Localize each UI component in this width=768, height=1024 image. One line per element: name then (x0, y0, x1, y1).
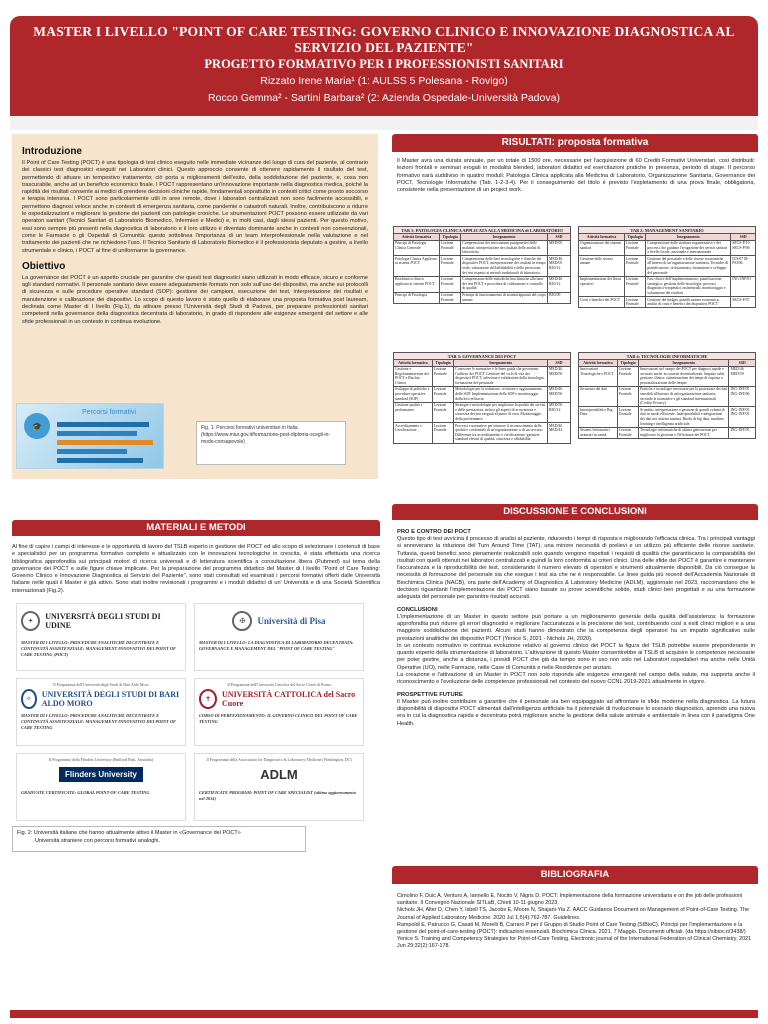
td: Patologia Clinica Applicata ai sistemi POCT (394, 256, 440, 276)
table-1-grid (393, 233, 571, 304)
table-row (394, 366, 571, 386)
td: Organizzazione dei sistemi sanitari (579, 240, 625, 256)
th: Tipologia (617, 360, 638, 367)
card-top: Il Programma della Flinders University (Bedford Park, Australia) (48, 757, 154, 762)
table-row (579, 297, 756, 308)
td: Lezione Frontale (617, 366, 638, 386)
td: Innovazioni Tecnologiche e POCT (579, 366, 618, 386)
td: Sviluppo di politiche e procedure operative standard (SOP) (394, 386, 433, 402)
card-text: CORSO DI PERFEZIONAMENTO: IL GOVERNO CLINICO DEL POINT OF CARE TESTING (199, 713, 358, 724)
card-flinders (16, 753, 186, 821)
conclusions-title: CONCLUSIONI (397, 606, 438, 613)
objective-title: Obiettivo (22, 260, 66, 272)
discussion-title: DISCUSSIONE E CONCLUSIONI (392, 504, 758, 520)
td: MED/05 (548, 240, 571, 256)
reference: Cimolino F, Duic A, Venturo A, Iannello E, Nocito V, Nigris D. POCT: Implementazione della formazione universitaria e on the job delle professioni sanitarie. II Convegno Nazionale SITLaB, Chieti 10-11 giugno 2023. (397, 893, 743, 907)
td: MED/46 MED/50 (729, 366, 756, 386)
table-row (394, 386, 571, 402)
table-row (579, 366, 756, 386)
td: Lezione Frontale (440, 240, 461, 256)
td: MED/46 MED/50 (548, 366, 571, 386)
th: Insegnamento (639, 360, 729, 367)
td: Costi e benefici dei POCT (579, 297, 625, 308)
card-text: MASTER DI I LIVELLO: LA DIAGNOSTICA DI LABORATORIO DECENTRATA: GOVERNANCE E MANAGEMENT DEL "POINT OF CARE TESTING" (199, 640, 354, 651)
card-top: Il Programma dell'Università degli Studi di Bari Aldo Moro (53, 682, 149, 687)
td: MED/50 BIO/12 (548, 402, 571, 422)
results-text: Il Master avrà una durata annuale, per un totale di 1500 ore, necessarie per l'acquisizione di 60 Crediti Formativi Universitari, così distribuiti: lezioni frontali e seminari erogati in modalità blended, laboratori didattici ed esercitazioni pratiche in presenza, periodo di stage. Il percorso formativo sarà suddiviso in quattro moduli: Patologia Clinica applicata alla Medicina di Laboratorio, Organizzazione Sanitaria, Governance dei POCT, Tecnologie Informatiche (Tab. 1-2-3-4). Per il conseguimento del titolo è previsto l'espletamento di una prova finale, obbligatoria, consistente nella presentazione di un project work. (397, 158, 755, 194)
td: Gestione delle risorse umane (579, 256, 625, 276)
table-row (394, 292, 571, 303)
td: Comprensione delle basi tecnologiche e cliniche dei dispositivi POCT, interpretazione dei risultati in tempo reale, valutazione dell'affidabilità e della precisione dei test rispetto ai metodi tradizionali di laboratorio (462, 256, 546, 275)
materials-section (12, 520, 380, 595)
table-row (579, 427, 756, 438)
td: Lezione Frontale (617, 427, 638, 438)
table-row (579, 240, 756, 256)
td: Principi di Fisiologia (394, 292, 440, 303)
materials-title: MATERIALI E METODI (12, 520, 380, 536)
td: Lezione Frontale (625, 256, 646, 276)
title-line-1: MASTER I LIVELLO "POINT OF CARE TESTING: GOVERNO CLINICO E INNOVAZIONE DIAGNOSTICA AL (33, 24, 735, 39)
objective-text: La governance dei POCT è un aspetto cruciale per garantire che questi test diagnostici siano utilizzati in modo efficace, sicuro e conforme agli standard normativi. Il personale sanitario deve essere adeguatamente formato non solo sull'uso dei dispositivi, ma anche sui protocolli di sicurezza e sulle procedure operative standard (SOP): gestione dei campioni, esecuzione dei test, interpretazione dei risultati e manutenzione e calibrazione dei dispositivi. Lo scopo di questo lavoro è stato quello di elaborare una proposta formativa post lauream, declinata come Master di I livello (Fig.1), da attivare presso l'Università degli Studi di Padova, per preparare professionisti sanitari competenti nella governance della diagnostica decentrata di laboratorio, in grado di rispondere alle esigenze emergenti del settore e alle sfide professionali in un contesto in continua evoluzione. (22, 274, 368, 325)
poster-header (10, 16, 758, 116)
td: MED/46 BIO/12 (548, 276, 571, 292)
card-cattolica (194, 678, 364, 746)
table-row (579, 256, 756, 276)
td: Lezione Frontale (432, 386, 453, 402)
table-row (394, 256, 571, 276)
card-udine (16, 603, 186, 671)
td: Lezione Frontale (625, 297, 646, 308)
card-logo: ADLM (260, 766, 298, 782)
table-2-caption: TAB 2: MANAGEMENT SANITARIO (578, 226, 756, 233)
table-row (394, 402, 571, 422)
pro-text: Questo tipo di test avvicina il processo di analisi al paziente, riducendo i tempi di risposta e migliorando l'efficacia clinica. Tra i principali vantaggi si annoverano la riduzione del Turn Around Time (TAT), una minore necessità di prelievi e un utilizzo più efficiente delle risorse sanitarie. Tuttavia, questi benefici sono pienamente realizzabili solo quando vengono rispettati i requisiti di qualità che garantiscano la comparabilità dei risultati con quelli ottenuti nei laboratori centralizzati e quindi la loro conformità ai criteri clinici. Una delle sfide dei POCT è garantire e mantenere l'accuratezza e la riproducibilità dei test, considerando il numero elevato di operatori e strumenti attualmente disponibili. Da ciò consegue la necessità di formazione del personale sia che esegue i test sia che ne è responsabile. Le linee guida più recenti dell'Accademia Nazionale di Biochimica Clinica (NACB), ora parte dell'Academy of Diagnostics & Laboratory Medicine (ADLM), aggiornate nel 2023, raccomandano che le decisioni riguardanti l'implementazione dei POCT siano basate su prove scientifiche solide, studi clinici ben progettati e su una formazione adeguata del personale per garantire risultati accurati. (397, 536, 755, 601)
table-2-grid (578, 233, 756, 308)
table-row (394, 276, 571, 292)
cattolica-seal-icon: ✝ (199, 689, 217, 709)
card-pisa (194, 603, 364, 671)
td: Comprensione delle metodiche biochimiche alla base dei test POCT e procedure di calibrazione e controllo di qualità (461, 276, 548, 292)
td: Lezione Frontale (617, 386, 638, 406)
th: Tipologia (440, 234, 461, 241)
th: Insegnamento (454, 360, 548, 367)
table-row (394, 240, 571, 256)
card-text: GRADUATE CERTIFICATE: GLOBAL POINT-OF-CARE TESTING (21, 790, 150, 795)
bibliography-title: BIBLIOGRAFIA (392, 866, 758, 884)
table-row (579, 407, 756, 427)
results-text-wrap (397, 158, 755, 194)
table-1 (393, 226, 571, 304)
td: ING-INF/01 (731, 276, 756, 296)
th: SSD (729, 360, 756, 367)
td: Fasi chiave dell'implementazione, pianificazione strategica, gestione delle tecnologie, processi diagnostici-terapeutici assistenziali, monitoraggio e valutazione dei risultati (646, 276, 731, 296)
materials-text: Al fine di capire i campi di interesse e le opportunità di lavoro del TSLB esperto in gestione dei POCT ed allo scopo di selezionare i contenuti di base e specialistici per un programma formativo completo e attualizzato con le innovazioni tecnologiche in crescita, è stata effettuata una ricerca bibliografica approfondita sui principali motori di ricerca universali e di letteratura scientifica a consultazione libera (Pubmed) sul tema della governance dei POCT e sulle figure chiave implicate. Per la preparazione del programma didattico del Master di I livello "Point of Care Testing: Governo Clinico e Innovazione Diagnostica al Servizio del Paziente", sono stati consultati ed esaminati i percorsi formativi offerti dalle Università Italiane nelle quali il Master è già attivo. Sono stati inoltre revisionati i programmi e i moduli didattici di un' Università e di una Società Scientifica internazionali (Fig.2). (12, 544, 380, 594)
td: Processi e normative per ottenere il riconoscimento della qualità e conformità di un'organizzazione o di un servizio. Differenze tra accreditamento e certificazione: garanzie standard elevati di qualità, sicurezza e affidabilità (454, 423, 548, 443)
td: Pratiche e tecnologie necessarie per la protezione dei dati sensibili all'interno di un'organizzazione sanitaria, secondo le normative e gli standard internazionali (Codice Privacy) (640, 387, 728, 406)
discussion-body (397, 524, 755, 728)
conclusions-text-1: L'implementazione di un Master in questo settore può portare a un miglioramento generale della qualità dell'assistenza: la formazione approfondita può ridurre gli errori diagnostici e migliorare l'accuratezza e la precisione dei test, contribuendo così a esiti clinici migliori e a una maggiore soddisfazione dei pazienti. Alcuni studi hanno dimostrato che la competenza degli operatori ha un impatto significativo sulle prestazioni analitiche dei dispositivi POCT (Yenice S, 2021 - Nichols JH, 2020). (397, 613, 755, 642)
td: MED/46 MED/50 (548, 386, 571, 402)
table-row (579, 386, 756, 406)
card-logo: UNIVERSITÀ DEGLI STUDI DI BARI ALDO MORO (41, 690, 180, 708)
td: SECS-P/10 SECS-P/06 (731, 240, 756, 256)
education-paths-illustration (17, 404, 165, 470)
discussion-section (392, 504, 758, 520)
card-top: Il Programma della Association for Diagnostics & Laboratory Medicine (Washington, DC) (206, 757, 352, 762)
td: Lezione Frontale (432, 402, 453, 422)
figure-2-caption-1: Fig. 2: Università italiane che hanno attualmente attivo il Master in «Governance dei POCT» (17, 830, 241, 836)
td: Biochimica clinica applicata ai sistemi POCT (394, 276, 440, 292)
pisa-seal-icon: ✠ (232, 611, 252, 631)
table-3 (393, 352, 571, 444)
pro-title: PRO E CONTRO DEI POCT (397, 529, 471, 535)
figure-2-caption-2: Università straniere con percorsi formativi analoghi. (35, 838, 161, 844)
footer-strip (10, 1010, 758, 1018)
th: Attività formativa (579, 360, 618, 367)
td: Sicurezza dei dati (579, 386, 618, 406)
card-text: MASTER DI I LIVELLO: PROCEDURE ANALITICHE DECENTRATE E CONTINUITÀ ASSISTENZIALE: MANAGEMENT INNOVATIVO DEI POINT OF CARE TESTING (21, 713, 176, 730)
td: Accreditamento e Certificazione (394, 423, 433, 443)
figure-1-image (16, 403, 164, 469)
figure-1-image-label: Percorsi formativi (81, 409, 137, 416)
udine-seal-icon: ✦ (21, 611, 40, 631)
table-4 (578, 352, 756, 439)
table-1-caption: TAB 1: PATOLOGIA CLINICA APPLICATA ALLA MEDICINA di LABORATORIO (393, 226, 571, 233)
results-section (392, 134, 758, 152)
card-logo: UNIVERSITÀ CATTOLICA del Sacro Cuore (222, 690, 356, 708)
figure-1-caption: Fig. 1: Percorsi formativi universitari in Italia (https://www.miur.gov.it/formazione-post-diploma-scegli-in-modo-consapevole) (196, 421, 346, 465)
td: IUS/07 M-PSI/06 (731, 256, 756, 276)
td: Comprensione dei meccanismi patogenetici delle malattie, interpretazione dei risultati delle analisi di laboratorio (461, 240, 548, 256)
table-row (579, 276, 756, 296)
conclusions-text-2: In un contesto normativo in continua evoluzione relativo al governo clinico dei POCT la figura del TSLB potrebbe essere preponderante in quanto esperto della strumentazione di laboratorio. L'attivazione di questo Master consentirebbe ai TSLB di acquisire le competenze necessarie per poter gestire, anche a distanza, i presidi POCT che già da tempo sono in uso non solo nei Laboratori ospedalieri ma anche nelle Unità Operative (UO), nelle Farmacie, nelle Case di Comunità e nelle Residenze per anziani. (397, 642, 755, 671)
td: Principi di Patologia Clinica Generale (394, 240, 440, 256)
td: Metodologie per la redazione, revisione e aggiornamento delle SOP. Implementazione delle SOP e monitoraggio della loro efficacia (454, 386, 548, 402)
table-4-grid (578, 359, 756, 439)
td: ING-INF/05 ING-INF/06 (729, 386, 756, 406)
td: Comprensione delle strutture organizzative e dei processi che guidano l'erogazione dei servizi sanitari a livello locale, nazionale e internazionale (646, 240, 731, 256)
th: Attività formativa (579, 234, 625, 241)
card-bari (16, 678, 186, 746)
reference: Rampoldi E, Patrucco G, Casati M, Morelli B, Carraro P per il Gruppo di Studio Point of Care Testing (SIBioC). Principi per l'implementazione e la gestione del point-of-care-testing (POCT): indicazioni essenziali. Biochimica Clinica. 2021. 7 Maggio. Documenti ufficiali. (da https://sibioc.it/3438/) (397, 921, 746, 936)
th: Insegnamento (461, 234, 548, 241)
card-logo: Flinders University (59, 767, 143, 782)
td: Scambio, interpretazione e gestione di grandi volumi di dati in modo efficiente. Interoperabilità e integrazione dei dati nei sistemi sanitari. Ruolo di big data, machine learning e intelligenza artificiale (639, 407, 729, 427)
reference: Nichols JH, Alter D, Chen Y, Isbell TS, Jacobs E, Moore N, Shajani-Yia Z. AACC Guidance Document on Management of Point-of-Care Testing. The Journal of Applied Laboratory Medicine. 2020 Jul 1;5(4):762-787. Guidelines. (397, 907, 749, 921)
figure-1 (16, 403, 362, 469)
td: MED/46 MED/42 (548, 423, 571, 443)
td: ING-INF/05 ING-INF/03 (729, 407, 756, 427)
td: Lezione Frontale (625, 276, 646, 296)
card-adlm (194, 753, 364, 821)
td: Lezione Frontale (440, 276, 461, 292)
th: SSD (548, 360, 571, 367)
card-logo: Università di Pisa (257, 615, 326, 626)
table-row (394, 423, 571, 443)
td: Lezione Frontale (440, 256, 461, 276)
figure-2-caption (12, 826, 306, 852)
td: Lezione Frontale (625, 240, 646, 256)
bari-seal-icon: ✧ (21, 689, 37, 709)
results-title: RISULTATI: proposta formativa (392, 134, 758, 152)
subtitle: PROGETTO FORMATIVO PER I PROFESSIONISTI SANITARI (204, 57, 564, 71)
td: Gestione dei budget, pianificazione economica, analisi di costi e benefici dei dispositivi POCT (646, 297, 731, 308)
td: Lezione Frontale (432, 423, 453, 443)
td: Implementazione dei flussi operativi (579, 276, 625, 296)
authors-1: Rizzato Irene Maria¹ (1: AULSS 5 Polesana - Rovigo) (260, 75, 508, 87)
future-text: Il Master può inoltre contribuire a garantire che il personale sia ben equipaggiato ad affrontare le sfide moderne nella diagnostica. La futura disponibilità di dispositivi POCT alimentati dall'intelligenza artificiale ha il potenziale di rivoluzionare lo scenario diagnostico, aprendo una nuova era in cui la diagnostica rapida e decentrata potrà migliorare anche la gestione della salute animale e ambientale in linea con il paradigma One Health. (397, 698, 755, 727)
td: MED/46 MED/05 BIO/12 (548, 256, 571, 276)
card-text: CERTIFICATE PROGRAM: POINT OF CARE SPECIALIST (ultimo aggiornamento nel 2014) (199, 790, 356, 801)
th: Tipologia (625, 234, 646, 241)
authors-2: Rocco Gemma² - Sartini Barbara² (2: Azienda Ospedale-Università Padova) (208, 92, 560, 104)
table-3-caption: TAB 3: GOVERNANCE DEI POCT (393, 352, 571, 359)
bibliography-section (392, 866, 758, 884)
td: Interoperabilità e Big Data (579, 407, 618, 427)
td: Sistemi Informativi avanzati in sanità (579, 427, 618, 438)
td: Lezione Frontale (617, 407, 638, 427)
td: SECS-P/07 (731, 297, 756, 308)
td: Lezione Frontale (432, 366, 453, 386)
th: SSD (548, 234, 571, 241)
td: Gestione del personale e delle risorse economiche all'interno di un'organizzazione sanitaria. Tecniche di pianificazione, reclutamento, formazione e sviluppo del personale (646, 256, 731, 276)
table-2 (578, 226, 756, 308)
td: Conoscere le normative e le linee guida che governano l'utilizzo dei POCT. Gestione del ciclo di vita dei dispositivi POCT, selezione e validazione della tecnologia, formazione del personale (454, 366, 548, 386)
table-3-grid (393, 359, 571, 444)
card-top: Il Programma dell'Università Cattolica del Sacro Cuore di Roma (227, 682, 331, 687)
bibliography-list (397, 893, 755, 951)
td: ING-INF/05 (729, 427, 756, 438)
title-line-2: SERVIZIO DEL PAZIENTE" (294, 40, 474, 55)
td: Gestione e Regolamentazione dei POCT e Rischio Clinico (394, 366, 433, 386)
intro-text: Il Point of Care Testing (POCT) è una tipologia di test clinico eseguito nelle immediate vicinanze del luogo di cura del paziente, al contrario dei classici test diagnostici eseguiti nei Laboratori clinici. Questo approccio consente di ottenere rapidamente il risultato del test, permettendo di attuare un tempestivo trattamento; ciò porta a miglioramenti dell'esito, della soddisfazione del paziente, e, cosa non trascurabile, anche ad un beneficio economico finale. I POCT rappresentano un'innovazione importante nella diagnostica medica, poiché la rapidità dei risultati consente ai medici di prendere decisioni cliniche rapide, fondamentali soprattutto in contesti critici come pronto soccorso e terapia intensiva. I POCT sono particolarmente utili in aree remote, dove i laboratori centralizzati non sono facilmente accessibili, e permettono diagnosi veloce anche in contesti di emergenza sanitaria, come pandemie o catastrofi naturali. Inoltre, contribuiscono a ridurre le ospedalizzazioni e migliorare la gestione dei pazienti con patologie croniche. Le strumentazioni POCT possono essere utilizzate da vari operatori sanitari (Tecnici Sanitari di Laboratorio Biomedico, Infermieri e Medici) e, in molti casi, dagli stessi pazienti. Per questo motivo, essi sono sempre più presenti nella diagnostica di laboratorio e il loro utilizzo è diventato dominante anche in contesti non convenzionali, come le Farmacie o gli Ospedali di Comunità: questo sottolinea l'importanza di un team interprofessionale nella valutazione e nel trattamento dei pazienti che ne richiedono l'uso. Il Tecnico Sanitario di Laboratorio Biomedico è il professionista deputato a gestire, a livello strumentale e clinico, i POCT al fine di uniformarne la governance. (22, 160, 368, 254)
card-text: MASTER DI I LIVELLO: PROCEDURE ANALITICHE DECENTRATE E CONTINUITÀ ASSISTENZIALE: MANAGEMENT INNOVATIVO DEI POINT OF CARE TESTING (POCT) (21, 640, 176, 657)
th: SSD (731, 234, 756, 241)
td: Innovazioni nel campo dei POCT per diagnosi rapide e accurate anche in contesti decentralizzati. Impatto sulla gestione clinica: ottimizzazione dei tempi di risposta e personalizzazione delle terapie (639, 366, 729, 386)
card-logo: UNIVERSITÀ DEGLI STUDI DI UDINE (45, 612, 161, 630)
td: Tecnologie informatiche di ultima generazione per migliorare la gestione e l'efficienza dei POCT (639, 427, 729, 438)
td: BIO/09 (548, 292, 571, 303)
th: Attività formativa (394, 360, 433, 367)
svg-text:🎓: 🎓 (32, 422, 42, 431)
table-4-caption: TAB 4: TECNOLOGIE INFORMATICHE (578, 352, 756, 359)
future-title: PROSPETTIVE FUTURE (397, 691, 463, 698)
td: Strategie e metodologie per migliorare la qualità dei servizi e delle prestazioni, inclusi gli aspetti di accuratezza e sicurezza dei test eseguiti al punto di cura. Monitoraggio della performance (454, 402, 548, 422)
td: Gestione qualità e performance (394, 402, 433, 422)
reference: Yenice S. Training and Competency Strategies for Point-of-Care Testing. Electronic journal of the International Federation of Clinical Chemistry. 2021 Jun 29;32(2):167-178. (397, 936, 752, 950)
td: Lezione Frontale (440, 292, 461, 303)
th: Attività formativa (394, 234, 440, 241)
header-band (10, 116, 758, 130)
intro-title: Introduzione (22, 146, 82, 157)
td: Principi di funzionamento di sistemi/apparati del corpo umano (462, 293, 546, 302)
conclusions-text-3: La creazione e l'attivazione di un Master in POCT non solo risponde alle esigenze emergenti nel campo della salute, ma supporta anche il riconoscimento e l'evoluzione delle competenze professionali nel contesto del nuovo CCNL 2019-2021 attualmente in vigore. (397, 672, 755, 686)
th: Insegnamento (646, 234, 731, 241)
th: Tipologia (432, 360, 453, 367)
